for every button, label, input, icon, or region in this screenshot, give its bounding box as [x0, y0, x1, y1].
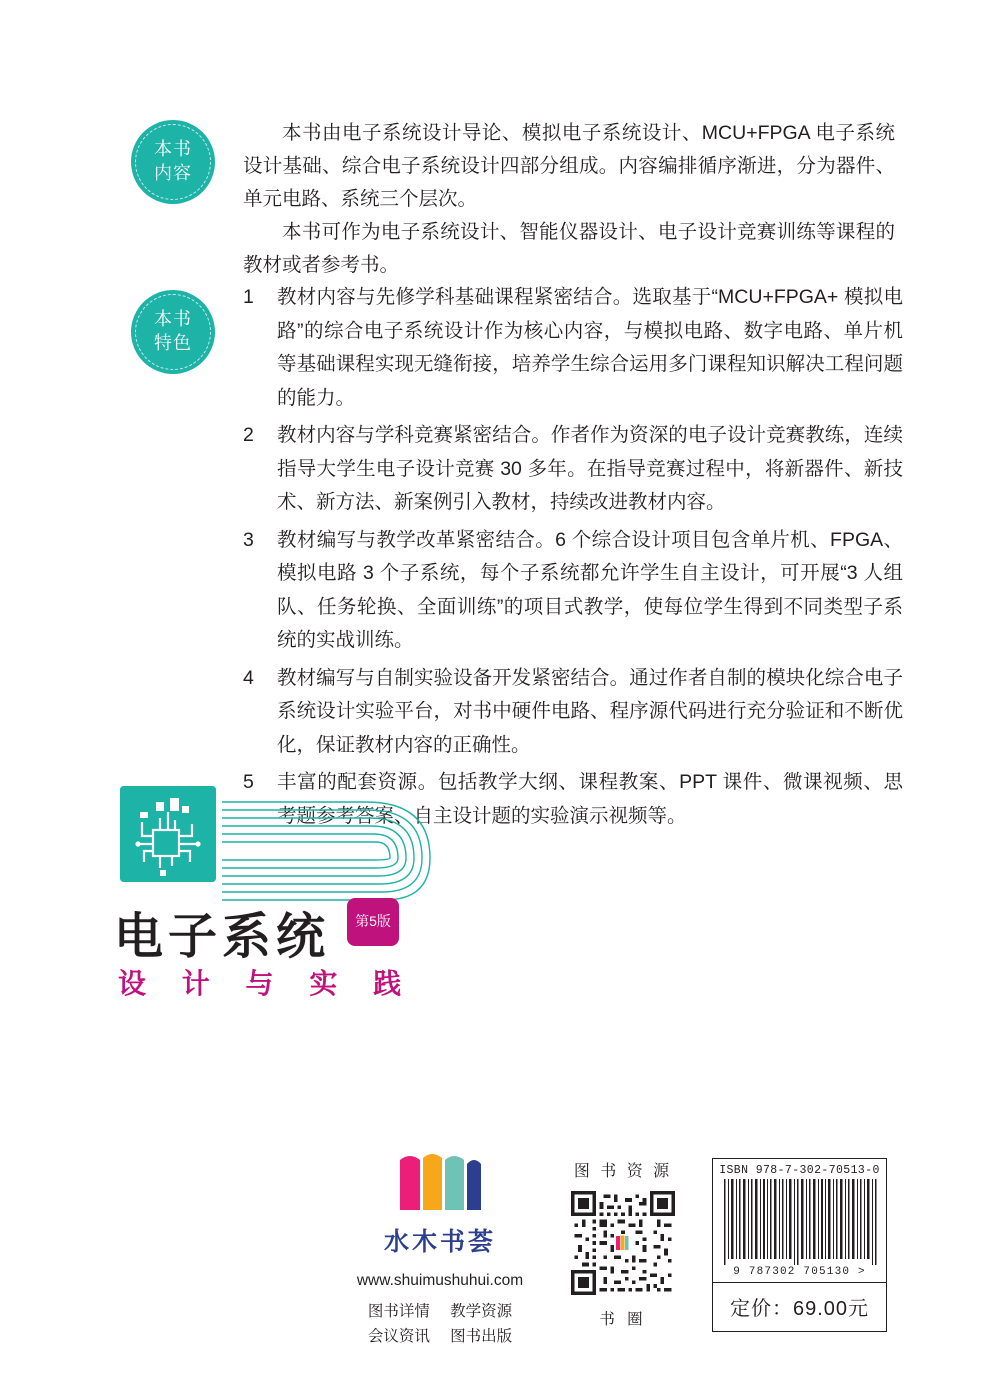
list-item — [243, 662, 903, 763]
circuit-flow-lines-icon — [216, 800, 516, 912]
badge-book-feature-line2: 特色 — [154, 333, 192, 353]
list-item-text: 教材内容与学科竞赛紧密结合。作者作为资深的电子设计竞赛教练，连续指导大学生电子设计竞赛 30 多年。在指导竞赛过程中，将新器件、新技术、新方法、新案例引入教材，持续改进教材内容。 — [277, 424, 903, 513]
list-item — [243, 524, 903, 658]
qr-label: 图 书 资 源 — [573, 1163, 673, 1180]
list-item-number: 5 — [243, 771, 254, 793]
page-title: 电子系统 — [114, 910, 331, 964]
list-item-number: 4 — [243, 666, 254, 689]
publisher-link-teaching-resources[interactable]: 教学资源 — [450, 1303, 513, 1320]
badge-book-content-line2: 内容 — [154, 163, 192, 183]
book-title-block — [114, 786, 540, 1026]
publisher-logo-icon — [396, 1150, 484, 1216]
list-item — [243, 419, 903, 520]
barcode-icon — [722, 1179, 877, 1265]
edition-badge-text-3: 版 — [376, 913, 391, 930]
page-subtitle: 设 计 与 实 践 — [118, 968, 416, 999]
isbn-barcode-block — [712, 1158, 887, 1332]
publisher-block — [330, 1150, 550, 1349]
publisher-link-publishing[interactable]: 图书出版 — [450, 1328, 513, 1345]
barcode-digits: 9 787302 705130 > — [733, 1266, 866, 1278]
badge-book-content-line1: 本书 — [154, 139, 192, 160]
list-item-text: 丰富的配套资源。包括教学大纲、课程教案、PPT 课件、微课视频、思考题参考答案、自主设计题的实验演示视频等。 — [277, 771, 903, 827]
list-item-number: 2 — [243, 424, 254, 446]
list-item-text: 教材编写与教学改革紧密结合。6 个综合设计项目包含单片机、FPGA、模拟电路 3 个子系统，每个子系统都允许学生自主设计，可开展“3 人组队、任务轮换、全面训练”的项目式教学，使每位学生得到不同类型子系统的实战训练。 — [277, 528, 903, 651]
intro-paragraph-2: 本书可作为电子系统设计、智能仪器设计、电子设计竞赛训练等课程的教材或者参考书。 — [243, 221, 895, 276]
publisher-link-book-details[interactable]: 图书详情 — [367, 1303, 430, 1320]
publisher-website[interactable]: www.shuimushuhui.com — [356, 1272, 524, 1289]
badge-book-feature — [131, 290, 215, 374]
intro-paragraph-1: 本书由电子系统设计导论、模拟电子系统设计、MCU+FPGA 电子系统设计基础、综合电子系统设计四部分组成。内容编排循序渐进，分为器件、单元电路、系统三个层次。 — [243, 122, 895, 210]
list-item — [243, 281, 903, 415]
book-feature-list — [243, 281, 903, 837]
edition-badge-text-2: 5 — [369, 913, 377, 930]
badge-book-content — [131, 120, 215, 204]
edition-badge — [347, 898, 399, 946]
list-item-text: 教材内容与先修学科基础课程紧密结合。选取基于“MCU+FPGA+ 模拟电路”的综合电子系统设计作为核心内容，与模拟电路、数字电路、单片机等基础课程实现无缝衔接，培养学生综合运用多门课程知识解决工程问题的能力。 — [277, 286, 903, 409]
list-item-number: 3 — [243, 528, 254, 551]
list-item-number: 1 — [243, 286, 254, 308]
publisher-links — [330, 1299, 550, 1349]
badge-book-feature-line1: 本书 — [154, 309, 192, 330]
qr-caption: 书 圈 — [599, 1311, 647, 1328]
qr-block — [548, 1158, 698, 1329]
isbn-code: ISBN 978-7-302-70513-0 — [719, 1164, 880, 1177]
book-content-description — [243, 117, 895, 282]
publisher-name: 水木书荟 — [383, 1228, 496, 1256]
list-item-text: 教材编写与自制实验设备开发紧密结合。通过作者自制的模块化综合电子系统设计实验平台，对书中硬件电路、程序源代码进行充分验证和不断优化，保证教材内容的正确性。 — [277, 666, 903, 756]
edition-badge-text-1: 第 — [355, 913, 370, 930]
price-label: 定价：69.00元 — [729, 1298, 870, 1320]
publisher-link-conference-news[interactable]: 会议资讯 — [367, 1328, 430, 1345]
qr-code-icon[interactable] — [571, 1191, 675, 1295]
circuit-chip-icon — [120, 786, 216, 882]
